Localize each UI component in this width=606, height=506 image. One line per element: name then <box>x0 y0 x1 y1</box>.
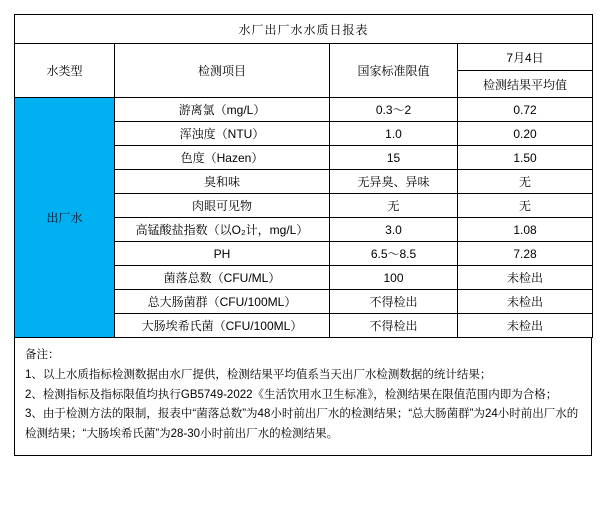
row-result: 7.28 <box>458 242 593 266</box>
table-title-row <box>15 15 593 44</box>
header-result-average: 检测结果平均值 <box>458 71 593 98</box>
header-standard-limit: 国家标准限值 <box>330 44 458 98</box>
row-item: 色度（Hazen） <box>115 146 330 170</box>
row-item: 总大肠菌群（CFU/100ML） <box>115 290 330 314</box>
row-result: 未检出 <box>458 266 593 290</box>
row-standard: 15 <box>330 146 458 170</box>
row-result: 未检出 <box>458 314 593 338</box>
row-standard: 不得检出 <box>330 290 458 314</box>
row-result: 0.72 <box>458 98 593 122</box>
notes-line: 3、由于检测方法的限制，报表中“菌落总数”为48小时前出厂水的检测结果；“总大肠菌群”为24小时前出厂水的检测结果；“大肠埃希氏菌”为28-30小时前出厂水的检测结果。 <box>25 408 579 441</box>
water-type-cell: 出厂水 <box>15 98 115 338</box>
row-result: 无 <box>458 194 593 218</box>
row-item: 浑浊度（NTU） <box>115 122 330 146</box>
row-item: PH <box>115 242 330 266</box>
row-standard: 不得检出 <box>330 314 458 338</box>
row-standard: 100 <box>330 266 458 290</box>
row-item: 臭和味 <box>115 170 330 194</box>
row-result: 1.08 <box>458 218 593 242</box>
row-result: 未检出 <box>458 290 593 314</box>
row-item: 高锰酸盐指数（以O₂计，mg/L） <box>115 218 330 242</box>
header-date: 7月4日 <box>458 44 593 71</box>
header-test-item: 检测项目 <box>115 44 330 98</box>
row-standard: 1.0 <box>330 122 458 146</box>
water-quality-report-table <box>14 14 593 338</box>
row-standard: 无异臭、异味 <box>330 170 458 194</box>
notes-line: 1、以上水质指标检测数据由水厂提供，检测结果平均值系当天出厂水检测数据的统计结果； <box>25 368 492 381</box>
row-item: 游离氯（mg/L） <box>115 98 330 122</box>
row-standard: 6.5～8.5 <box>330 242 458 266</box>
table-row <box>15 98 593 122</box>
row-result: 1.50 <box>458 146 593 170</box>
row-result: 无 <box>458 170 593 194</box>
row-item: 肉眼可见物 <box>115 194 330 218</box>
table-header-row <box>15 44 593 71</box>
row-standard: 无 <box>330 194 458 218</box>
row-item: 菌落总数（CFU/ML） <box>115 266 330 290</box>
row-item: 大肠埃希氏菌（CFU/100ML） <box>115 314 330 338</box>
header-water-type: 水类型 <box>15 44 115 98</box>
page-title: 水厂出厂水水质日报表 <box>15 15 593 44</box>
notes-section <box>14 338 592 456</box>
notes-label: 备注： <box>25 349 60 361</box>
row-standard: 0.3～2 <box>330 98 458 122</box>
notes-line: 2、检测指标及指标限值均执行GB5749-2022《生活饮用水卫生标准》，检测结果在限值范围内即为合格； <box>25 388 558 401</box>
row-result: 0.20 <box>458 122 593 146</box>
row-standard: 3.0 <box>330 218 458 242</box>
